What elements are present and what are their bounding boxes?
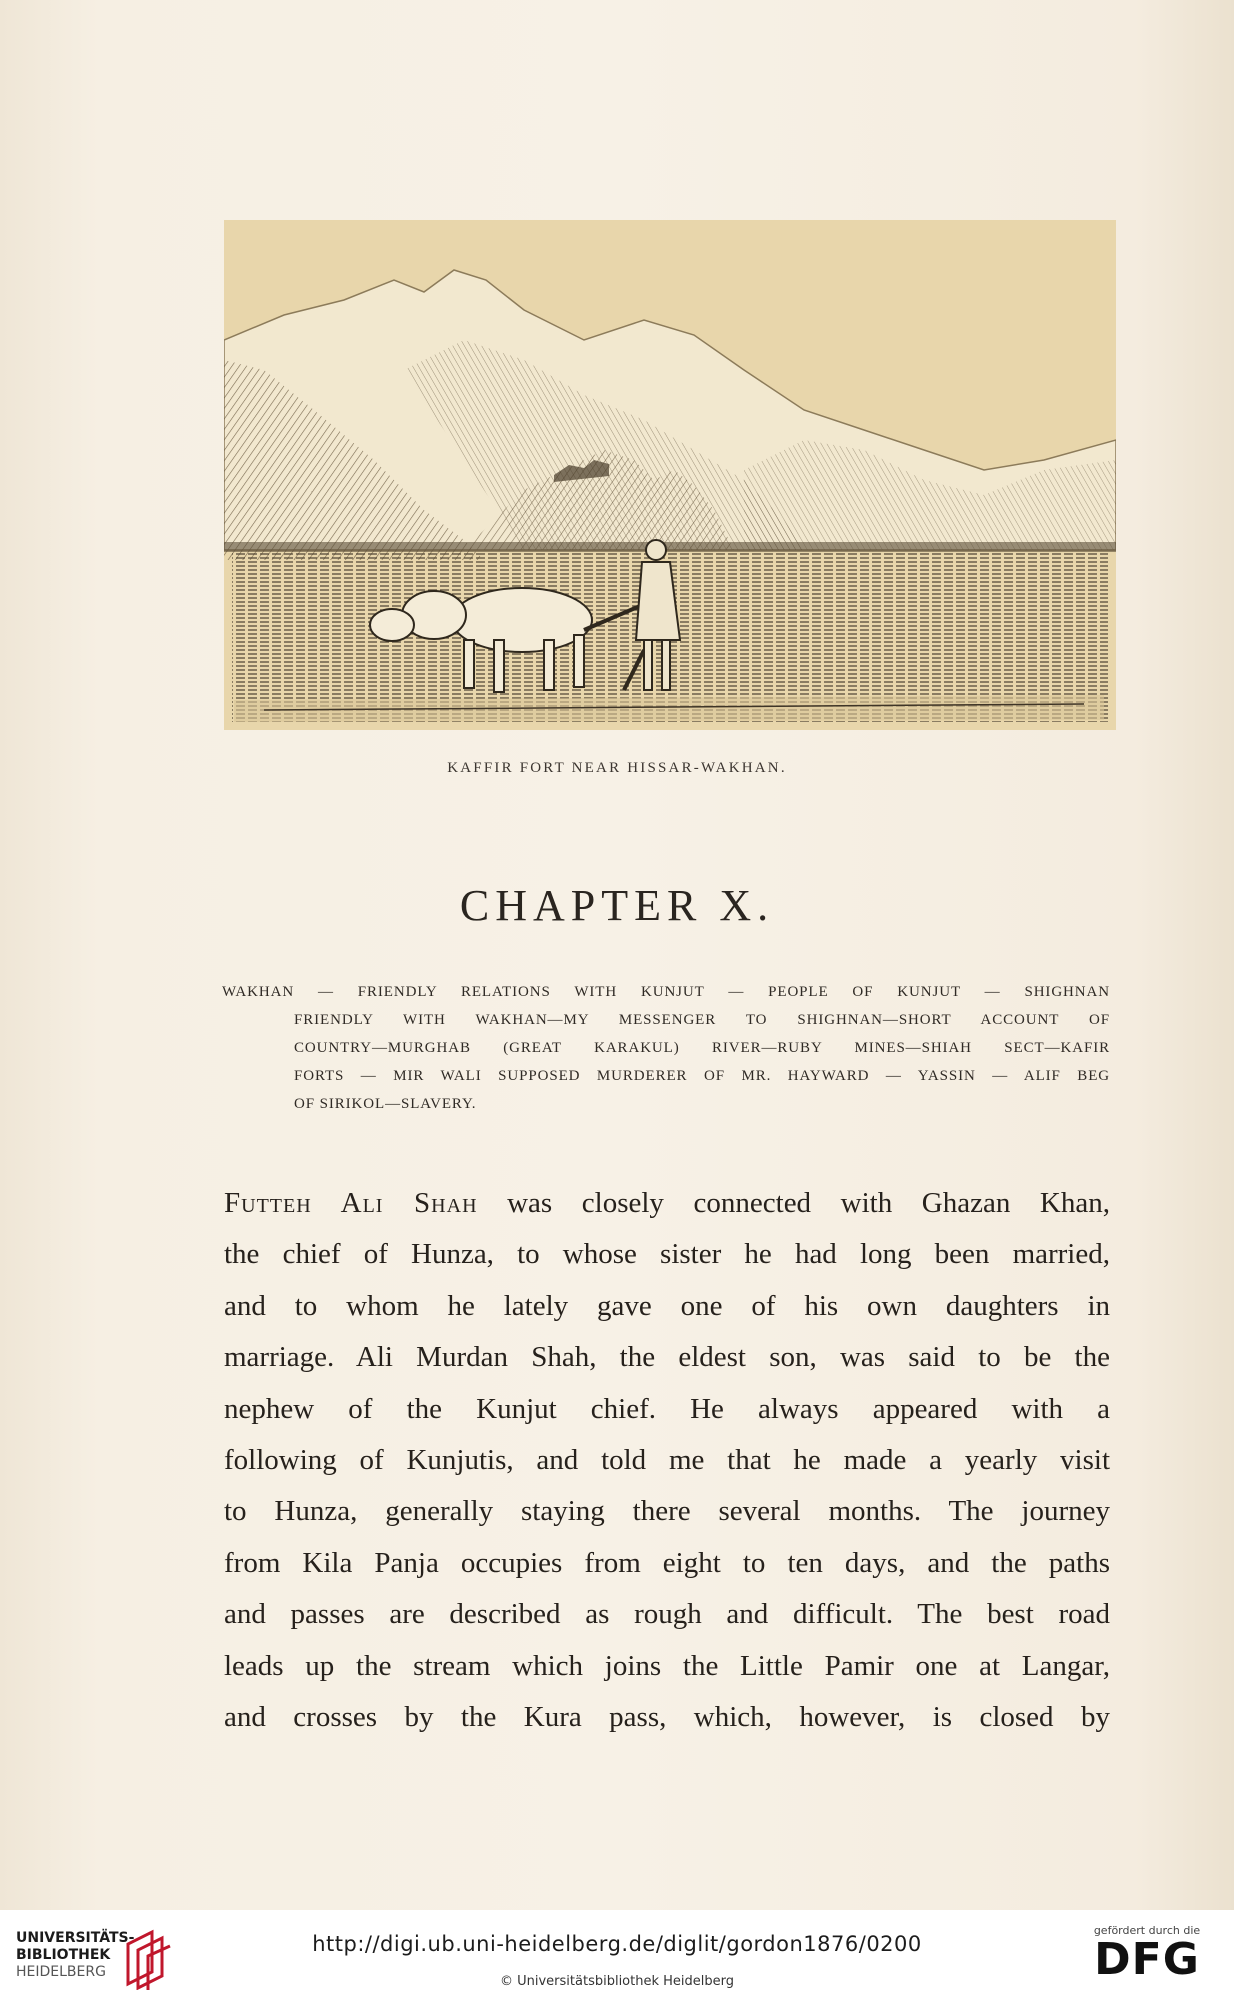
copyright-notice: © Universitätsbibliothek Heidelberg	[499, 1974, 734, 1989]
viewer-footer	[0, 1910, 1234, 2006]
body-line: and passes are described as rough and difficult. The best road	[224, 1598, 1110, 1631]
body-line: and to whom he lately gave one of his own daughters in	[224, 1289, 1110, 1322]
chapter-synopsis	[222, 978, 1110, 1118]
dfg-wordmark: DFG	[1094, 1934, 1200, 1985]
dfg-funding-logo[interactable]	[1082, 1924, 1212, 1983]
body-line: from Kila Panja occupies from eight to ten days, and the paths	[224, 1546, 1110, 1579]
synopsis-line: FORTS — MIR WALI SUPPOSED MURDERER OF MR. HAYWARD — YASSIN — ALIF BEG	[294, 1068, 1110, 1084]
synopsis-line: WAKHAN — FRIENDLY RELATIONS WITH KUNJUT — PEOPLE OF KUNJUT — SHIGHNAN	[222, 984, 1110, 1000]
body-line: leads up the stream which joins the Little Pamir one at Langar,	[224, 1649, 1110, 1682]
funding-label: gefördert durch die	[1093, 1924, 1201, 1937]
permalink-url[interactable]: http://digi.ub.uni-heidelberg.de/diglit/gordon1876/0200	[312, 1932, 922, 1956]
body-line: to Hunza, generally staying there several months. The journey	[224, 1495, 1110, 1528]
synopsis-line: FRIENDLY WITH WAKHAN—MY MESSENGER TO SHIGHNAN—SHORT ACCOUNT OF	[294, 1012, 1110, 1028]
synopsis-line: OF SIRIKOL—SLAVERY.	[294, 1096, 477, 1112]
body-line-text: was closely connected with Ghazan Khan,	[477, 1187, 1110, 1219]
library-name-line2: BIBLIOTHEK	[16, 1947, 111, 1963]
body-line: nephew of the Kunjut chief. He always appeared with a	[224, 1392, 1110, 1425]
body-line	[224, 1178, 1110, 1229]
synopsis-line: COUNTRY—MURGHAB (GREAT KARAKUL) RIVER—RUBY MINES—SHIAH SECT—KAFIR	[294, 1040, 1110, 1056]
mountain-lake-engraving	[224, 220, 1116, 730]
illustration-caption: KAFFIR FORT NEAR HISSAR-WAKHAN.	[447, 760, 787, 776]
body-line: following of Kunjutis, and told me that he made a yearly visit	[224, 1444, 1110, 1477]
engraving-illustration	[224, 220, 1116, 730]
body-text	[224, 1178, 1110, 1743]
chapter-title: CHAPTER X.	[459, 881, 775, 930]
body-line: the chief of Hunza, to whose sister he had long been married,	[224, 1238, 1110, 1271]
body-line: and crosses by the Kura pass, which, however, is closed by	[224, 1701, 1110, 1734]
library-name-line1: UNIVERSITÄTS-	[16, 1930, 135, 1946]
body-line: marriage. Ali Murdan Shah, the eldest son, was said to be the	[224, 1341, 1110, 1374]
lead-name: Futteh Ali Shah	[224, 1187, 478, 1219]
library-name-line3: HEIDELBERG	[16, 1964, 106, 1980]
